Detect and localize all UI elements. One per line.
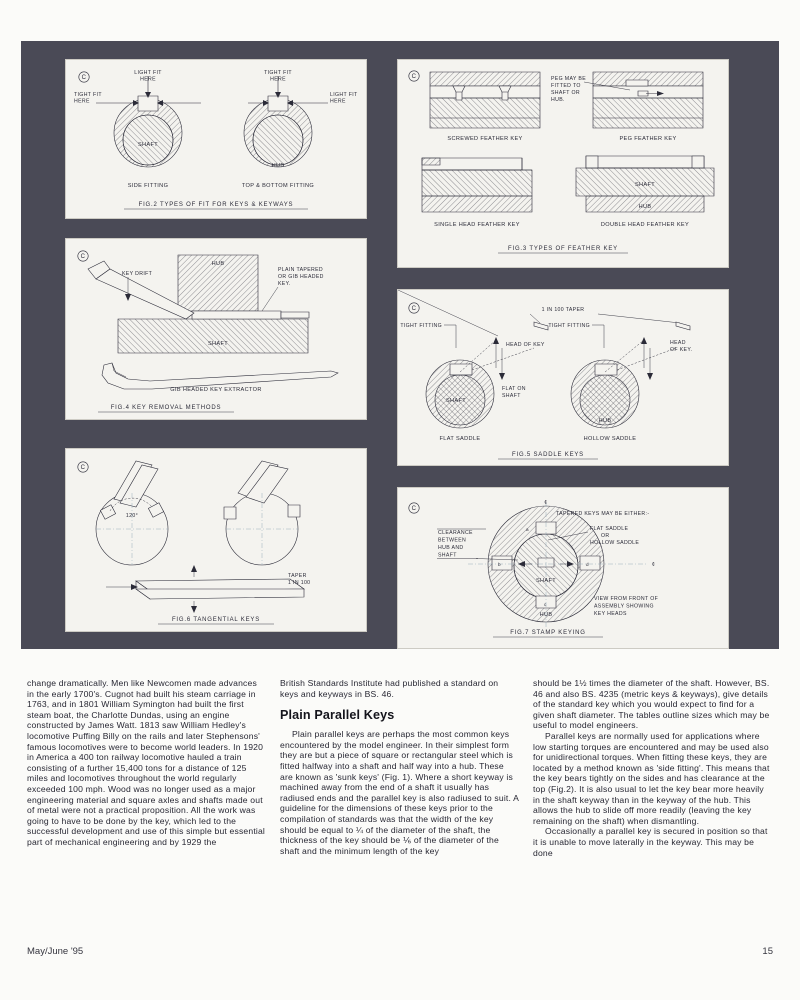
fig7-label-hollow-saddle: HOLLOW SADDLE <box>590 540 640 546</box>
svg-text:d: d <box>586 562 589 567</box>
fig2-label-top-bottom: TOP & BOTTOM FITTING <box>241 183 315 189</box>
fig3-label-peg-key: PEG FEATHER KEY <box>619 136 677 142</box>
fig6-caption: FIG.6 TANGENTIAL KEYS <box>171 617 261 623</box>
copyright-icon <box>79 72 89 82</box>
fig5-label-flat-on: FLAT ON <box>502 386 526 392</box>
fig5-caption: FIG.5 SADDLE KEYS <box>512 452 584 458</box>
column3-paragraph-3: Occasionally a parallel key is secured in position so that it is unable to move laterally in the keyway. This may be done <box>533 826 768 858</box>
fig3-label-double-head: DOUBLE HEAD FEATHER KEY <box>600 222 690 228</box>
copyright-icon <box>409 71 419 81</box>
copyright-icon <box>409 303 419 313</box>
copyright-icon <box>78 462 88 472</box>
fig4-caption: FIG.4 KEY REMOVAL METHODS <box>110 405 222 411</box>
fig2-label-here4: HERE <box>330 98 346 105</box>
svg-text:c: c <box>544 602 547 607</box>
svg-text:¢: ¢ <box>544 500 548 506</box>
fig4-label-key-drift: KEY DRIFT <box>122 271 153 277</box>
fig2-caption: FIG.2 TYPES OF FIT FOR KEYS & KEYWAYS <box>138 202 294 208</box>
article-columns <box>27 678 773 923</box>
svg-text:C: C <box>411 306 417 312</box>
fig4-shaft <box>118 319 308 353</box>
fig4-label-gib-headed: OR GIB HEADED <box>278 274 324 280</box>
fig5-label-of-key: OF KEY. <box>670 347 693 353</box>
fig3-label-peg3: SHAFT OR <box>551 90 580 96</box>
fig5-label-head-of-key: HEAD OF KEY <box>506 342 545 348</box>
fig7-label-flat-saddle: FLAT SADDLE <box>590 526 629 532</box>
fig3-label-peg4: HUB. <box>551 97 565 103</box>
fig2-label-side-fitting: SIDE FITTING <box>127 183 169 189</box>
svg-text:C: C <box>411 506 417 512</box>
fig3-label-peg2: FITTED TO <box>551 83 581 89</box>
fig4-gib-headed-key-extractor <box>102 363 338 389</box>
figure-fig7 <box>398 488 728 648</box>
figure-plate <box>21 41 779 649</box>
svg-text:C: C <box>81 75 87 81</box>
fig6-label-angle: 120° <box>125 513 139 519</box>
footer-issue-date: May/June '95 <box>27 946 84 957</box>
fig5-label-tight-fitting2: TIGHT FITTING <box>548 323 590 329</box>
fig3-caption: FIG.3 TYPES OF FEATHER KEY <box>508 246 618 252</box>
figure-fig3 <box>398 60 728 267</box>
fig5-label-shaft: SHAFT <box>445 398 467 404</box>
fig6-tapered-key <box>136 579 304 599</box>
fig7-label-hub: HUB <box>539 612 553 618</box>
fig7-label-between: BETWEEN <box>438 537 467 544</box>
copyright-icon <box>78 251 88 261</box>
svg-text:b: b <box>498 562 501 567</box>
text-column-1 <box>27 678 266 923</box>
page-footer <box>27 946 773 957</box>
fig7-label-view2: ASSEMBLY SHOWING <box>594 603 654 610</box>
column2-paragraph: Plain parallel keys are perhaps the most common keys encountered by the model engineer. In their simplest form they are but a piece of square or rectangular steel which is fitted halfway into a shaft and half way into a hub. These are known as 'sunk keys' (Fig. 1). Where a short keyway is machined away from the end of a shaft it usually has radiused ends and the parallel key is also radiused to suit. A guideline for the dimensions of these keys prior to the compilation of standards was that the width of the key should be equal to ¼ of the diameter of the shaft, the thickness of the key should be ⅙ of the diameter of the shaft and the minimum length of the key <box>280 729 519 856</box>
fig3-label-screwed: SCREWED FEATHER KEY <box>447 136 523 142</box>
fig7-label-view3: KEY HEADS <box>594 611 627 617</box>
fig2-label-here: HERE <box>140 76 156 83</box>
fig5-label-flat-saddle: FLAT SADDLE <box>439 436 481 442</box>
fig4-label-shaft: SHAFT <box>207 341 229 347</box>
fig2-label-tight-fit: TIGHT FIT <box>74 92 102 98</box>
section-heading-plain-parallel-keys: Plain Parallel Keys <box>280 708 395 723</box>
fig3-single-head-feather-key <box>422 158 532 212</box>
fig4-label-plain-tapered: PLAIN TAPERED <box>278 267 324 273</box>
text-column-3 <box>533 678 772 923</box>
column3-paragraph-2: Parallel keys are normally used for applications where low starting torques are encountered and may be used also for unidirectional torques. When fitting these keys, they are located by a method known as 'side fitting'. This means that the key bears tightly on the sides and has clearance at the top (Fig.2). It is also usual to let the key bear more heavily in the shaft keyway than in the keyway of the hub. This allows the hub to slide off more readily (leaving the key remaining on the shaft) when dismantling. <box>533 730 770 826</box>
fig5-label-tight-fitting: TIGHT FITTING <box>400 323 442 329</box>
fig2-label-light-fit: LIGHT FIT <box>134 70 162 76</box>
fig7-label-clearance: CLEARANCE <box>438 530 473 536</box>
fig5-flat-saddle <box>398 290 548 428</box>
column2-lead-paragraph: British Standards Institute had published a standard on keys and keyways in BS. 46. <box>280 678 499 699</box>
fig6-view-right <box>224 461 300 565</box>
fig3-drawing <box>398 60 728 267</box>
fig2-label-hub: HUB <box>271 163 285 169</box>
fig2-label-shaft: SHAFT <box>137 142 159 148</box>
fig4-label-hub: HUB <box>211 261 225 267</box>
svg-text:C: C <box>411 74 417 80</box>
footer-page-number: 15 <box>762 946 773 957</box>
fig2-top-bottom-fitting <box>244 76 328 167</box>
svg-text:C: C <box>80 465 86 471</box>
fig6-drawing <box>66 449 366 631</box>
copyright-icon <box>409 503 419 513</box>
fig2-label-here2: HERE <box>74 98 90 105</box>
svg-text:a: a <box>526 527 529 532</box>
text-column-2 <box>280 678 519 923</box>
fig3-label-shaft: SHAFT <box>634 182 656 188</box>
fig7-key-right <box>580 556 600 570</box>
fig7-label-shaft-left: SHAFT <box>438 552 457 559</box>
column1-paragraph: change dramatically. Men like Newcomen made advances in the early 1700's. Cugnot had built his steam carriage in 1763, and in 1801 William Symington had built the first steam boat, the Charlotte Dundas, using an engine constructed by James Watt. 1813 saw William Hedley's locomotive Puffing Billy on the rails and later Stephensons' famous locomotives were to become world leaders. In 1920 in America a 400 ton railway locomotive hauled a train consisting of a further 15,400 tons for a distance of 125 miles and locomotives throughout the world regularly exceeded 100 mph. Wood was no longer used as a major engineering material and square axles and shafts made out of metal were not a practical proposition. All the work was going to have to be done by the key, which led to the successful development and use of this simple but essential part of mechanical engineering and by 1929 the <box>27 678 266 847</box>
fig5-label-head: HEAD <box>670 340 686 346</box>
fig3-label-hub: HUB <box>638 204 652 210</box>
figure-fig4 <box>66 239 366 419</box>
fig7-label-tapered-keys: TAPERED KEYS MAY BE EITHER:- <box>556 511 650 517</box>
fig2-label-here3: HERE <box>270 76 286 83</box>
fig2-drawing <box>66 60 366 218</box>
fig7-drawing <box>398 488 728 648</box>
fig5-label-hollow-saddle: HOLLOW SADDLE <box>583 436 637 442</box>
figure-fig5 <box>398 290 728 465</box>
fig4-key <box>192 311 281 319</box>
fig4-label-key: KEY. <box>278 281 291 287</box>
column3-paragraph-1: should be 1½ times the diameter of the shaft. However, BS. 46 and also BS. 4235 (metric keys & keyways), give details of the standard key which you would expect to find for a given shaft diameter. The tables outline sizes which may be useful to model engineers. <box>533 678 770 731</box>
fig7-label-hub-and: HUB AND <box>438 545 464 551</box>
fig3-label-single-head: SINGLE HEAD FEATHER KEY <box>434 222 520 228</box>
fig5-label-shaft-l: SHAFT <box>502 393 521 399</box>
fig4-label-extractor: GIB HEADED KEY EXTRACTOR <box>170 387 262 393</box>
fig5-hollow-saddle <box>571 322 693 428</box>
fig7-key-left <box>492 556 512 570</box>
fig5-drawing <box>398 290 728 465</box>
fig7-label-view1: VIEW FROM FRONT OF <box>594 596 659 602</box>
fig3-label-peg1: PEG MAY BE <box>551 76 587 82</box>
svg-text:C: C <box>80 254 86 260</box>
fig7-label-shaft: SHAFT <box>535 578 557 584</box>
fig2-label-light-fit2: LIGHT FIT <box>330 92 358 98</box>
fig3-peg-feather-key <box>593 72 703 128</box>
svg-text:¢: ¢ <box>652 562 656 568</box>
fig7-caption: FIG.7 STAMP KEYING <box>510 630 586 636</box>
fig2-label-tight-fit2: TIGHT FIT <box>264 70 292 76</box>
fig7-label-or: OR <box>601 533 610 539</box>
fig5-label-taper: 1 IN 100 TAPER <box>541 307 585 313</box>
fig5-label-hub: HUB <box>598 418 612 424</box>
figure-fig6 <box>66 449 366 631</box>
fig3-screwed-feather-key <box>430 72 540 128</box>
figure-fig2 <box>66 60 366 218</box>
fig4-drawing <box>66 239 366 419</box>
fig6-label-taper: TAPER <box>288 573 307 579</box>
fig6-label-taper-ratio: 1 IN 100 <box>288 580 311 586</box>
fig2-side-fitting <box>96 76 201 167</box>
